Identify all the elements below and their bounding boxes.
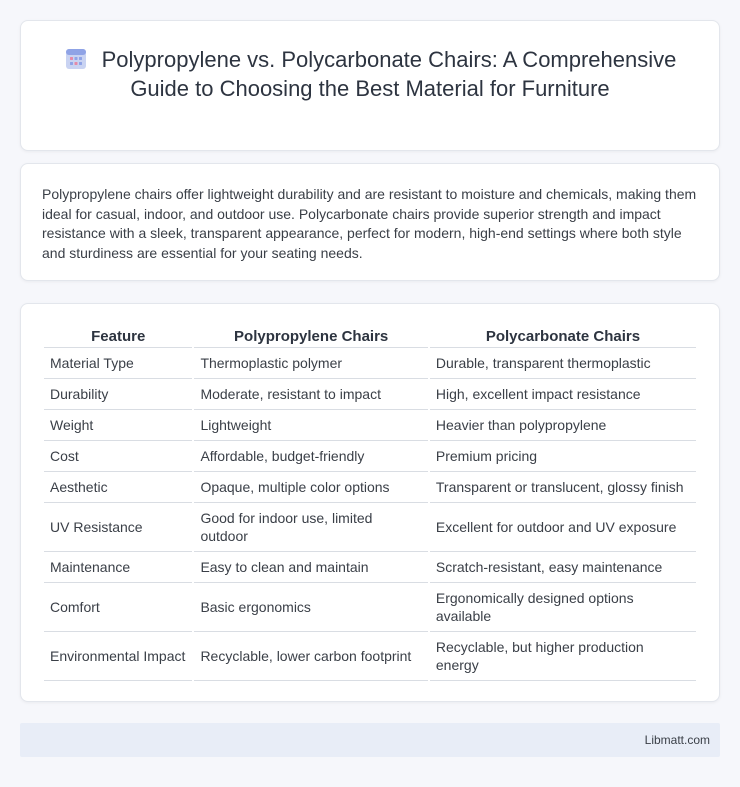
table-row [44,472,696,503]
polycarbonate-cell: Scratch-resistant, easy maintenance [430,552,696,583]
polypropylene-cell: Lightweight [194,410,427,441]
header-feature: Feature [44,325,192,348]
polypropylene-cell: Moderate, resistant to impact [194,379,427,410]
polypropylene-cell: Thermoplastic polymer [194,348,427,379]
table-row [44,583,696,632]
feature-cell: Durability [44,379,192,410]
polypropylene-cell: Opaque, multiple color options [194,472,427,503]
table-row [44,348,696,379]
table-row [44,441,696,472]
polycarbonate-cell: Ergonomically designed options available [430,583,696,632]
polypropylene-cell: Good for indoor use, limited outdoor [194,503,427,552]
page-title-wrap [61,45,679,103]
feature-cell: Aesthetic [44,472,192,503]
summary-card [20,163,720,281]
footer-brand: Libmatt.com [644,733,710,747]
polycarbonate-cell: Durable, transparent thermoplastic [430,348,696,379]
footer [20,723,720,757]
feature-cell: Material Type [44,348,192,379]
polycarbonate-cell: Excellent for outdoor and UV exposure [430,503,696,552]
polycarbonate-cell: Recyclable, but higher production energy [430,632,696,681]
feature-cell: Environmental Impact [44,632,192,681]
polycarbonate-cell: Heavier than polypropylene [430,410,696,441]
feature-cell: Weight [44,410,192,441]
title-card [20,20,720,151]
feature-cell: Cost [44,441,192,472]
polypropylene-cell: Affordable, budget-friendly [194,441,427,472]
feature-cell: UV Resistance [44,503,192,552]
comparison-table [42,325,698,681]
polycarbonate-cell: Premium pricing [430,441,696,472]
table-row [44,379,696,410]
table-row [44,503,696,552]
polycarbonate-cell: High, excellent impact resistance [430,379,696,410]
polycarbonate-cell: Transparent or translucent, glossy finish [430,472,696,503]
table-row [44,632,696,681]
comparison-table-card [20,303,720,702]
header-polycarbonate: Polycarbonate Chairs [430,325,696,348]
polypropylene-cell: Basic ergonomics [194,583,427,632]
table-row [44,552,696,583]
table-header-row [44,325,696,348]
header-polypropylene: Polypropylene Chairs [194,325,427,348]
document-icon [64,47,90,71]
feature-cell: Comfort [44,583,192,632]
polypropylene-cell: Recyclable, lower carbon footprint [194,632,427,681]
page-title: Polypropylene vs. Polycarbonate Chairs: A Comprehensive Guide to Choosing the Best Material for Furniture [101,47,677,101]
feature-cell: Maintenance [44,552,192,583]
table-row [44,410,696,441]
polypropylene-cell: Easy to clean and maintain [194,552,427,583]
summary-text: Polypropylene chairs offer lightweight durability and are resistant to moisture and chemicals, making them ideal for casual, indoor, and outdoor use. Polycarbonate chairs provide superior strength and impact resistance with a sleek, transparent appearance, perfect for modern, high-end settings where both style and sturdiness are essential for your seating needs. [42,186,697,261]
